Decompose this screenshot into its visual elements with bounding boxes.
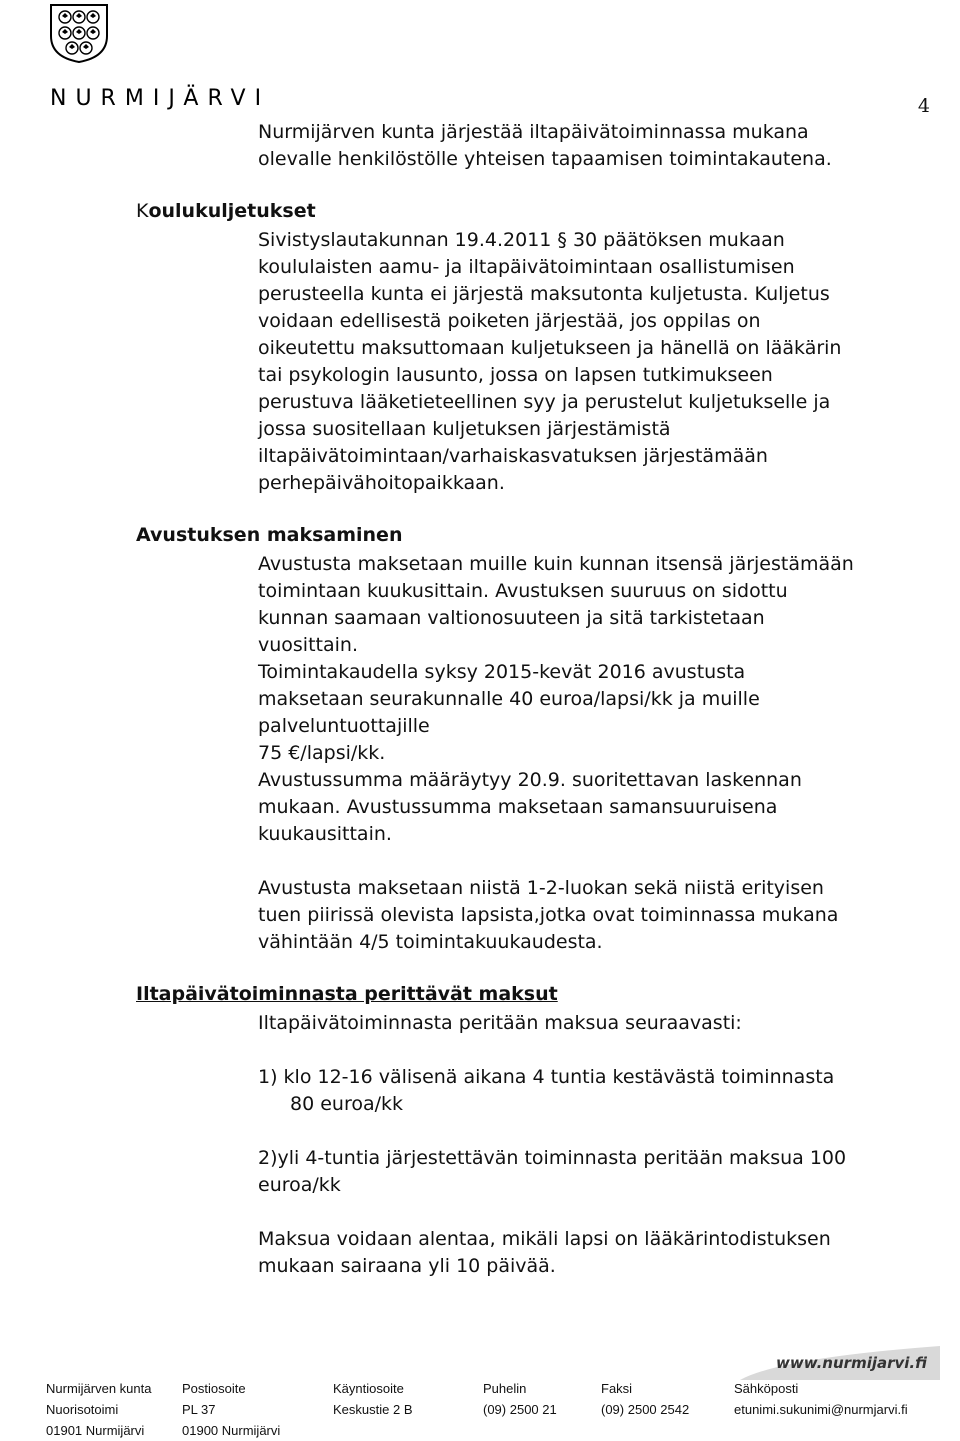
body-line: koululaisten aamu- ja iltapäivätoimintaan osallistumisen xyxy=(258,256,795,278)
body-line: voidaan edellisestä poiketen järjestää, jos oppilas on xyxy=(258,310,761,332)
footer-column-phone xyxy=(483,1378,557,1420)
body-line: mukaan. Avustussumma maksetaan samansuuruisena xyxy=(258,796,778,818)
footer-text: Käyntiosoite xyxy=(333,1381,404,1396)
footer-text: 01901 Nurmijärvi xyxy=(46,1423,145,1438)
body-line: vähintään 4/5 toimintakuukaudesta. xyxy=(258,931,603,953)
body-line: kuukausittain. xyxy=(258,823,392,845)
footer-text: Postiosoite xyxy=(182,1381,246,1396)
footer-text: 01900 Nurmijärvi xyxy=(182,1423,281,1438)
footer-column-organization xyxy=(46,1378,152,1441)
body-line: palveluntuottajille xyxy=(258,715,430,737)
footer-column-email xyxy=(734,1378,908,1420)
footer-text: (09) 2500 21 xyxy=(483,1402,557,1417)
body-line: iltapäivätoimintaan/varhaiskasvatuksen järjestämään xyxy=(258,445,768,467)
body-line: toimintaan kuukusittain. Avustuksen suuruus on sidottu xyxy=(258,580,788,602)
body-line: Nurmijärven kunta järjestää iltapäivätoiminnassa mukana xyxy=(258,121,809,143)
body-line: Iltapäivätoiminnasta peritään maksua seuraavasti: xyxy=(258,1012,742,1034)
section-heading-maksut: Iltapäivätoiminnasta perittävät maksut xyxy=(136,983,558,1005)
footer-text: Puhelin xyxy=(483,1381,527,1396)
footer-column-postal-address xyxy=(182,1378,280,1441)
municipality-logo-text: NURMIJÄRVI xyxy=(50,86,271,111)
body-line: olevalle henkilöstölle yhteisen tapaamisen toimintakautena. xyxy=(258,148,832,170)
body-line: maksetaan seurakunnalle 40 euroa/lapsi/kk ja muille xyxy=(258,688,760,710)
list-item-2-continued: euroa/kk xyxy=(258,1174,341,1196)
body-line: perustuva lääketieteellinen syy ja perustelut kuljetukselle ja xyxy=(258,391,831,413)
footer-text: Sähköposti xyxy=(734,1381,799,1396)
website-banner xyxy=(740,1340,940,1380)
footer-text: Nurmijärven kunta xyxy=(46,1381,152,1396)
section-heading-koulukuljetukset: Koulukuljetukset xyxy=(136,200,316,222)
footer-text: PL 37 xyxy=(182,1402,216,1417)
body-line: vuosittain. xyxy=(258,634,358,656)
list-item-1-continued: 80 euroa/kk xyxy=(290,1093,404,1115)
body-line: Toimintakaudella syksy 2015-kevät 2016 avustusta xyxy=(258,661,746,683)
footer-email-link[interactable]: etunimi.sukunimi@nurmjarvi.fi xyxy=(734,1402,908,1417)
body-line: mukaan sairaana yli 10 päivää. xyxy=(258,1255,556,1277)
footer-text: (09) 2500 2542 xyxy=(601,1402,690,1417)
section-heading-avustuksen-maksaminen: Avustuksen maksaminen xyxy=(136,524,403,546)
page-number: 4 xyxy=(917,95,930,117)
website-url: www.nurmijarvi.fi xyxy=(776,1354,927,1372)
body-line: tai psykologin lausunto, jossa on lapsen tutkimukseen xyxy=(258,364,773,386)
body-line: perusteella kunta ei järjestä maksutonta kuljetusta. Kuljetus xyxy=(258,283,830,305)
footer-column-fax xyxy=(601,1378,689,1420)
footer-column-visiting-address xyxy=(333,1378,413,1420)
body-line: Maksua voidaan alentaa, mikäli lapsi on lääkärintodistuksen xyxy=(258,1228,831,1250)
body-line: oikeutettu maksuttomaan kuljetukseen ja hänellä on lääkärin xyxy=(258,337,842,359)
list-item-1: 1) klo 12-16 välisenä aikana 4 tuntia kestävästä toiminnasta xyxy=(258,1066,835,1088)
body-line: 75 €/lapsi/kk. xyxy=(258,742,386,764)
footer-text: Faksi xyxy=(601,1381,633,1396)
list-item-2: 2)yli 4-tuntia järjestettävän toiminnasta peritään maksua 100 xyxy=(258,1147,847,1169)
body-line: Avustusta maksetaan niistä 1-2-luokan sekä niistä erityisen xyxy=(258,877,824,899)
body-line: Avustusta maksetaan muille kuin kunnan itsensä järjestämään xyxy=(258,553,854,575)
municipality-crest-icon xyxy=(48,2,110,64)
footer-text: Nuorisotoimi xyxy=(46,1402,119,1417)
body-line: kunnan saamaan valtionosuuteen ja sitä tarkistetaan xyxy=(258,607,765,629)
body-line: Avustussumma määräytyy 20.9. suoritettavan laskennan xyxy=(258,769,802,791)
body-line: perhepäivähoitopaikkaan. xyxy=(258,472,505,494)
footer-text: Keskustie 2 B xyxy=(333,1402,413,1417)
body-line: tuen piirissä olevista lapsista,jotka ovat toiminnassa mukana xyxy=(258,904,839,926)
body-line: jossa suositellaan kuljetuksen järjestämistä xyxy=(258,418,671,440)
body-line: Sivistyslautakunnan 19.4.2011 § 30 päätöksen mukaan xyxy=(258,229,785,251)
